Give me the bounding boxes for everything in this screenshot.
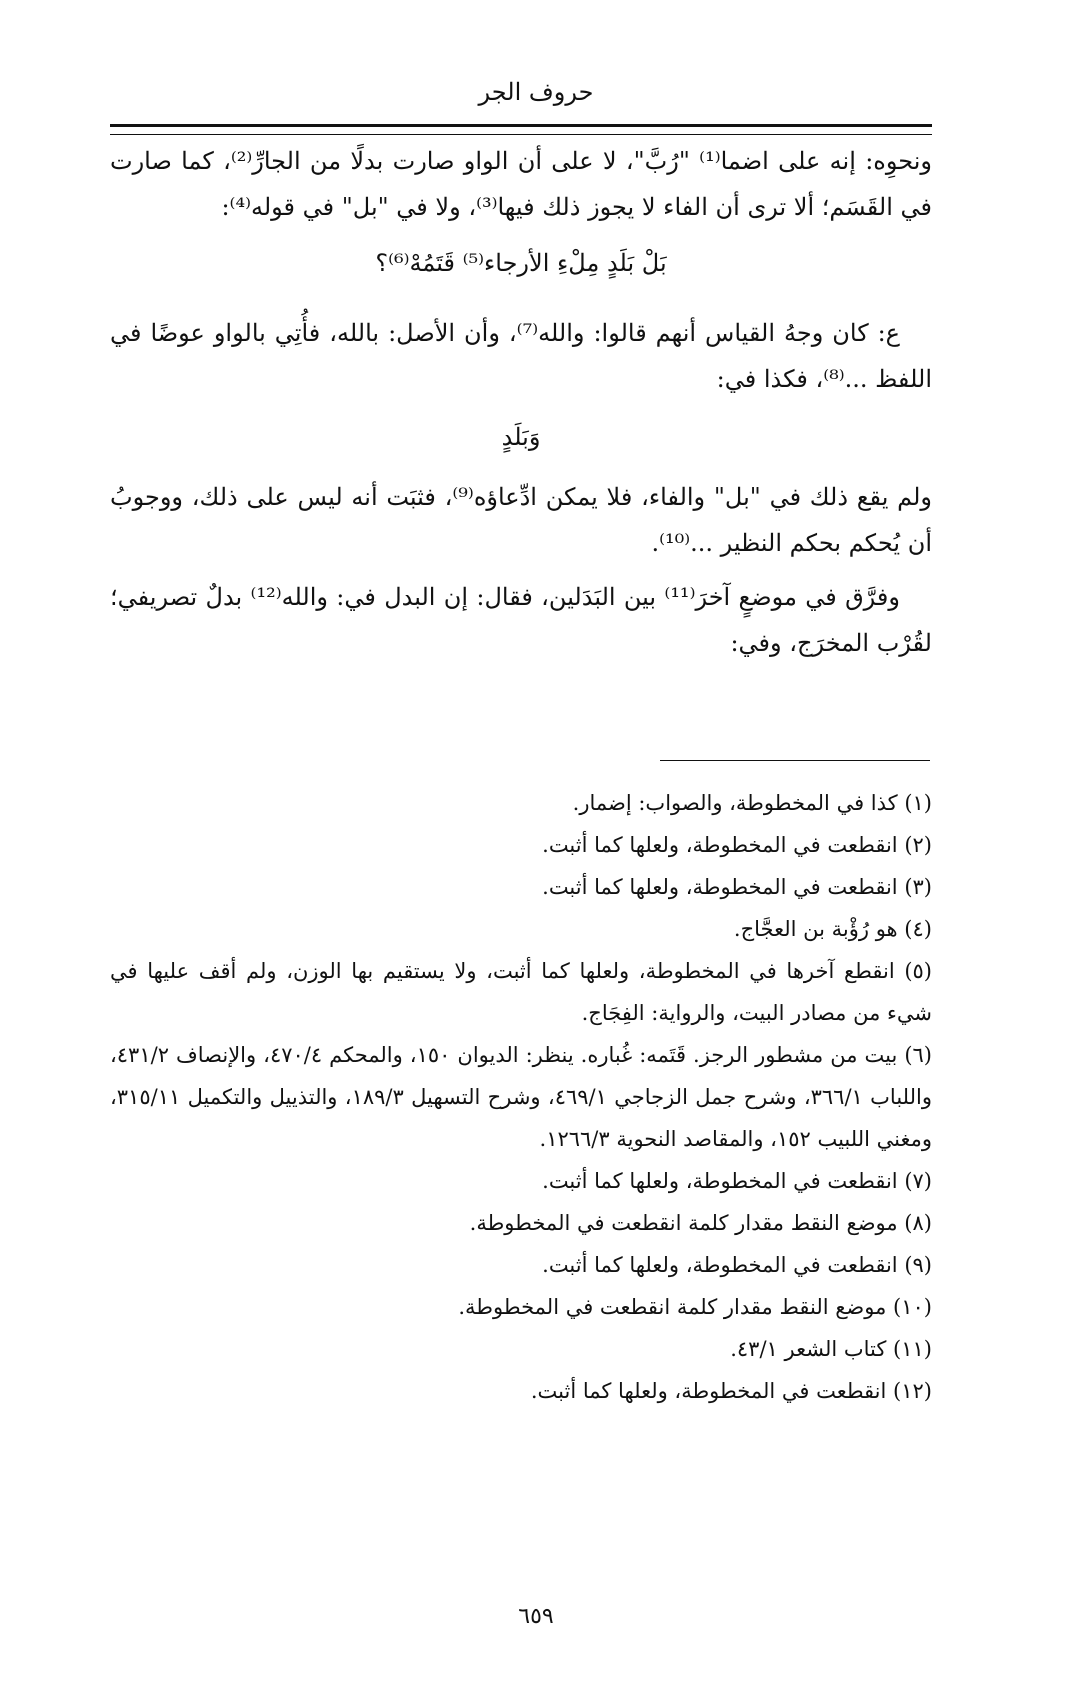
page-number: ٦٥٩ — [518, 1604, 554, 1629]
footnote-9: (٩) انقطعت في المخطوطة، ولعلها كما أثبت. — [542, 1253, 932, 1277]
running-header: حروف الجر — [478, 78, 594, 106]
verse-line-1: بَلْ بَلَدٍ مِلْءِ الأرجاء⁽⁵⁾ قَتَمُهْ⁽⁶⁾؟ — [375, 249, 667, 277]
footnote-1: (١) كذا في المخطوطة، والصواب: إضمار. — [572, 791, 932, 815]
verse-line-2: وَبَلَدٍ — [501, 423, 541, 451]
footnotes-list — [110, 782, 932, 1412]
body-paragraph-4: وفرَّق في موضعٍ آخرَ⁽¹¹⁾ بين البَدَلين، فقال: إن البدل في: والله⁽¹²⁾ بدلٌ تصريفي؛ لقُرْب المخرَج، وفي: — [110, 583, 932, 657]
footnote-7: (٧) انقطعت في المخطوطة، ولعلها كما أثبت. — [542, 1169, 932, 1193]
footnote-6: (٦) بيت من مشطور الرجز. قَتَمه: غُباره. ينظر: الديوان ١٥٠، والمحكم ٤٧٠/٤، والإنصاف ٤٣١/٢، واللباب ٣٦٦/١، وشرح جمل الزجاجي ٤٦٩/١، وشرح التسهيل ١٨٩/٣، والتذييل والتكميل ٣١٥/١١، ومغني اللبيب ١٥٢، والمقاصد النحوية ١٢٦٦/٣. — [110, 1043, 932, 1151]
footnote-separator — [660, 760, 930, 761]
header-rule-thick — [110, 124, 932, 127]
footnote-8: (٨) موضع النقط مقدار كلمة انقطعت في المخطوطة. — [469, 1211, 932, 1235]
footnote-5: (٥) انقطع آخرها في المخطوطة، ولعلها كما أثبت، ولا يستقيم بها الوزن، ولم أقف عليها في شيء من مصادر البيت، والرواية: الفِجَاج. — [110, 959, 932, 1025]
footnote-3: (٣) انقطعت في المخطوطة، ولعلها كما أثبت. — [542, 875, 932, 899]
body-paragraph-3: ولم يقع ذلك في "بل" والفاء، فلا يمكن ادِّعاؤه⁽⁹⁾، فثبَت أنه ليس على ذلك، ووجوبُ أن يُحكم بحكم النظير ...⁽¹⁰⁾. — [110, 483, 933, 557]
footnote-2: (٢) انقطعت في المخطوطة، ولعلها كما أثبت. — [542, 833, 932, 857]
footnote-4: (٤) هو رُؤْبة بن العجَّاج. — [733, 917, 932, 941]
body-paragraph-1: ونحوِه: إنه على اضما⁽¹⁾ "رُبَّ"، لا على أن الواو صارت بدلًا من الجارِّ⁽²⁾، كما صارت في القَسَم؛ ألا ترى أن الفاء لا يجوز ذلك فيها⁽³⁾، ولا في "بل" في قوله⁽⁴⁾: — [110, 147, 933, 221]
header-rule-thin — [110, 134, 932, 135]
footnote-11: (١١) كتاب الشعر ٤٣/١. — [730, 1337, 932, 1361]
footnote-10: (١٠) موضع النقط مقدار كلمة انقطعت في المخطوطة. — [458, 1295, 932, 1319]
body-paragraph-2: ع: كان وجهُ القياس أنهم قالوا: والله⁽⁷⁾، وأن الأصل: بالله، فأُتِي بالواو عوضًا في اللفظ ...⁽⁸⁾، فكذا في: — [110, 319, 932, 393]
footnote-12: (١٢) انقطعت في المخطوطة، ولعلها كما أثبت. — [530, 1379, 932, 1403]
